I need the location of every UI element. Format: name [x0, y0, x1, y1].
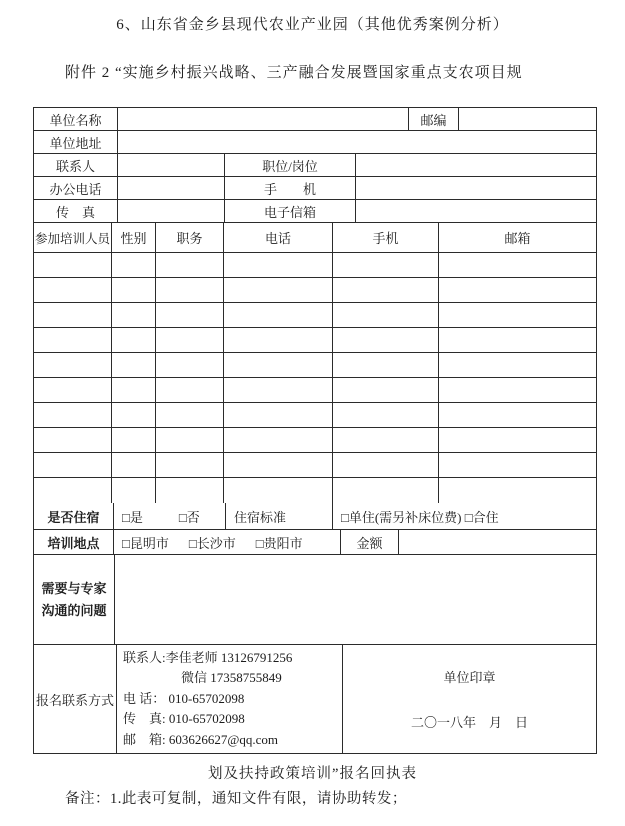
- participant-cell: [34, 428, 112, 452]
- position-field: [356, 154, 596, 176]
- location-changsha-checkbox: □长沙市: [188, 535, 236, 551]
- unit-address-label: 单位地址: [34, 131, 118, 153]
- registration-contact-row: [34, 645, 596, 753]
- participant-cell: [112, 378, 156, 402]
- footer-note: 备注：1.此表可复制，通知文件有限，请协助转发；: [65, 791, 407, 807]
- participant-cell: [34, 253, 112, 277]
- mobile-field: [356, 177, 596, 199]
- participant-cell: [156, 453, 224, 477]
- participant-cell: [156, 303, 224, 327]
- participant-row: [34, 303, 596, 328]
- email-label: 电子信箱: [225, 200, 356, 222]
- footer-title: 划及扶持政策培训”报名回执表: [208, 766, 417, 782]
- participant-cell: [439, 478, 596, 503]
- participant-cell: [156, 478, 224, 503]
- accommodation-row: [34, 503, 596, 530]
- contact-person-label: 联系人: [34, 154, 118, 176]
- participants-header-row: [34, 223, 596, 253]
- location-kunming-checkbox: □昆明市: [122, 535, 169, 551]
- participant-cell: [333, 453, 439, 477]
- participant-row: [34, 278, 596, 303]
- participant-cell: [333, 428, 439, 452]
- participant-cell: [439, 328, 596, 352]
- participant-cell: [224, 453, 333, 477]
- participant-cell: [333, 278, 439, 302]
- unit-name-label: 单位名称: [34, 108, 118, 130]
- page-title: 6、山东省金乡县现代农业产业园（其他优秀案例分析）: [116, 17, 509, 33]
- location-row: [34, 530, 596, 555]
- participant-cell: [156, 253, 224, 277]
- participant-row: [34, 378, 596, 403]
- email-field: [356, 200, 596, 222]
- location-label: 培训地点: [34, 530, 114, 554]
- participant-cell: [112, 328, 156, 352]
- contact-person-field: [118, 154, 225, 176]
- participant-row: [34, 453, 596, 478]
- participant-cell: [224, 478, 333, 503]
- participant-cell: [34, 328, 112, 352]
- participant-cell: [333, 303, 439, 327]
- participant-row: [34, 328, 596, 353]
- participants-col-name: 参加培训人员: [34, 223, 112, 252]
- participants-empty-rows: [34, 253, 596, 503]
- participant-cell: [224, 353, 333, 377]
- accommodation-standard-label: 住宿标准: [226, 503, 333, 529]
- participant-cell: [224, 428, 333, 452]
- participant-cell: [224, 278, 333, 302]
- participant-cell: [224, 403, 333, 427]
- participant-cell: [34, 303, 112, 327]
- participant-cell: [333, 403, 439, 427]
- amount-field: [399, 530, 596, 554]
- participant-cell: [156, 328, 224, 352]
- postcode-label: 邮编: [409, 108, 459, 130]
- participant-cell: [112, 453, 156, 477]
- participant-cell: [34, 278, 112, 302]
- postcode-field: [459, 108, 596, 130]
- contact-line-wechat: 微信 17358755849: [181, 670, 282, 686]
- contact-line-fax: 传 真: 010-65702098: [123, 711, 245, 727]
- participant-cell: [156, 278, 224, 302]
- unit-address-field: [118, 131, 596, 153]
- participant-cell: [224, 328, 333, 352]
- contact-line-email: 邮 箱: 603626627@qq.com: [123, 731, 278, 747]
- participant-cell: [439, 453, 596, 477]
- unit-seal-label: 单位印章: [443, 670, 496, 685]
- participants-col-mobile: 手机: [333, 223, 439, 252]
- attachment-title: 附件 2 “实施乡村振兴战略、三产融合发展暨国家重点支农项目规: [65, 65, 523, 81]
- contact-person-row: [34, 154, 596, 177]
- accommodation-single-checkbox: □单住(需另补床位费): [341, 509, 462, 525]
- participant-row: [34, 428, 596, 453]
- questions-label: 需要与专家沟通的问题: [34, 555, 115, 644]
- participant-cell: [112, 353, 156, 377]
- participants-col-phone: 电话: [224, 223, 333, 252]
- participant-cell: [224, 253, 333, 277]
- contact-line-name: 联系人:李佳老师 13126791256: [123, 649, 293, 665]
- participants-col-email: 邮箱: [504, 231, 531, 246]
- fax-field: [118, 200, 225, 222]
- participants-col-gender: 性别: [112, 223, 156, 252]
- position-label: 职位/岗位: [225, 154, 356, 176]
- accommodation-no-checkbox: □否: [178, 509, 200, 525]
- accommodation-label: 是否住宿: [34, 503, 114, 529]
- participant-cell: [333, 353, 439, 377]
- unit-name-field: [118, 108, 409, 130]
- participant-cell: [439, 253, 596, 277]
- participant-cell: [112, 278, 156, 302]
- participant-cell: [34, 353, 112, 377]
- participant-cell: [224, 303, 333, 327]
- participant-cell: [439, 278, 596, 302]
- participant-cell: [439, 303, 596, 327]
- participant-cell: [224, 378, 333, 402]
- participant-cell: [34, 378, 112, 402]
- participant-row: [34, 253, 596, 278]
- registration-contact-details: [117, 645, 343, 753]
- office-phone-field: [118, 177, 225, 199]
- registration-form-table: [33, 107, 597, 754]
- office-phone-row: [34, 177, 596, 200]
- participant-cell: [333, 328, 439, 352]
- participant-cell: [439, 428, 596, 452]
- participant-cell: [34, 453, 112, 477]
- participant-cell: [333, 378, 439, 402]
- participant-cell: [439, 353, 596, 377]
- office-phone-label: 办公电话: [34, 177, 118, 199]
- participant-row: [34, 403, 596, 428]
- participant-cell: [156, 353, 224, 377]
- accommodation-shared-checkbox: □合住: [464, 509, 499, 525]
- mobile-label: 手 机: [225, 177, 356, 199]
- participant-cell: [112, 253, 156, 277]
- date-label: 二〇一八年 月 日: [410, 715, 528, 730]
- participant-cell: [156, 378, 224, 402]
- participant-cell: [156, 428, 224, 452]
- unit-address-row: [34, 131, 596, 154]
- participant-cell: [34, 478, 112, 503]
- accommodation-yes-checkbox: □是: [122, 509, 143, 525]
- participant-cell: [333, 478, 439, 503]
- fax-row: [34, 200, 596, 223]
- questions-row: [34, 555, 596, 645]
- participant-cell: [112, 303, 156, 327]
- participant-row: [34, 353, 596, 378]
- participant-cell: [112, 403, 156, 427]
- participant-cell: [112, 478, 156, 503]
- participant-cell: [439, 403, 596, 427]
- participant-cell: [156, 403, 224, 427]
- contact-line-phone: 电 话： 010-65702098: [123, 690, 245, 706]
- accommodation-type-cell: [333, 503, 596, 529]
- participant-cell: [439, 378, 596, 402]
- participant-cell: [34, 403, 112, 427]
- participant-row: [34, 478, 596, 503]
- location-options-cell: [114, 530, 341, 554]
- participant-cell: [333, 253, 439, 277]
- participant-cell: [112, 428, 156, 452]
- location-guiyang-checkbox: □贵阳市: [255, 535, 303, 551]
- unit-name-row: [34, 108, 596, 131]
- questions-field: [115, 555, 596, 644]
- unit-seal-cell: [343, 645, 596, 753]
- registration-contact-label: 报名联系方式: [34, 645, 117, 753]
- accommodation-yes-no-cell: [114, 503, 226, 529]
- fax-label: 传 真: [34, 200, 118, 222]
- participants-col-title: 职务: [156, 223, 224, 252]
- amount-label: 金额: [341, 530, 399, 554]
